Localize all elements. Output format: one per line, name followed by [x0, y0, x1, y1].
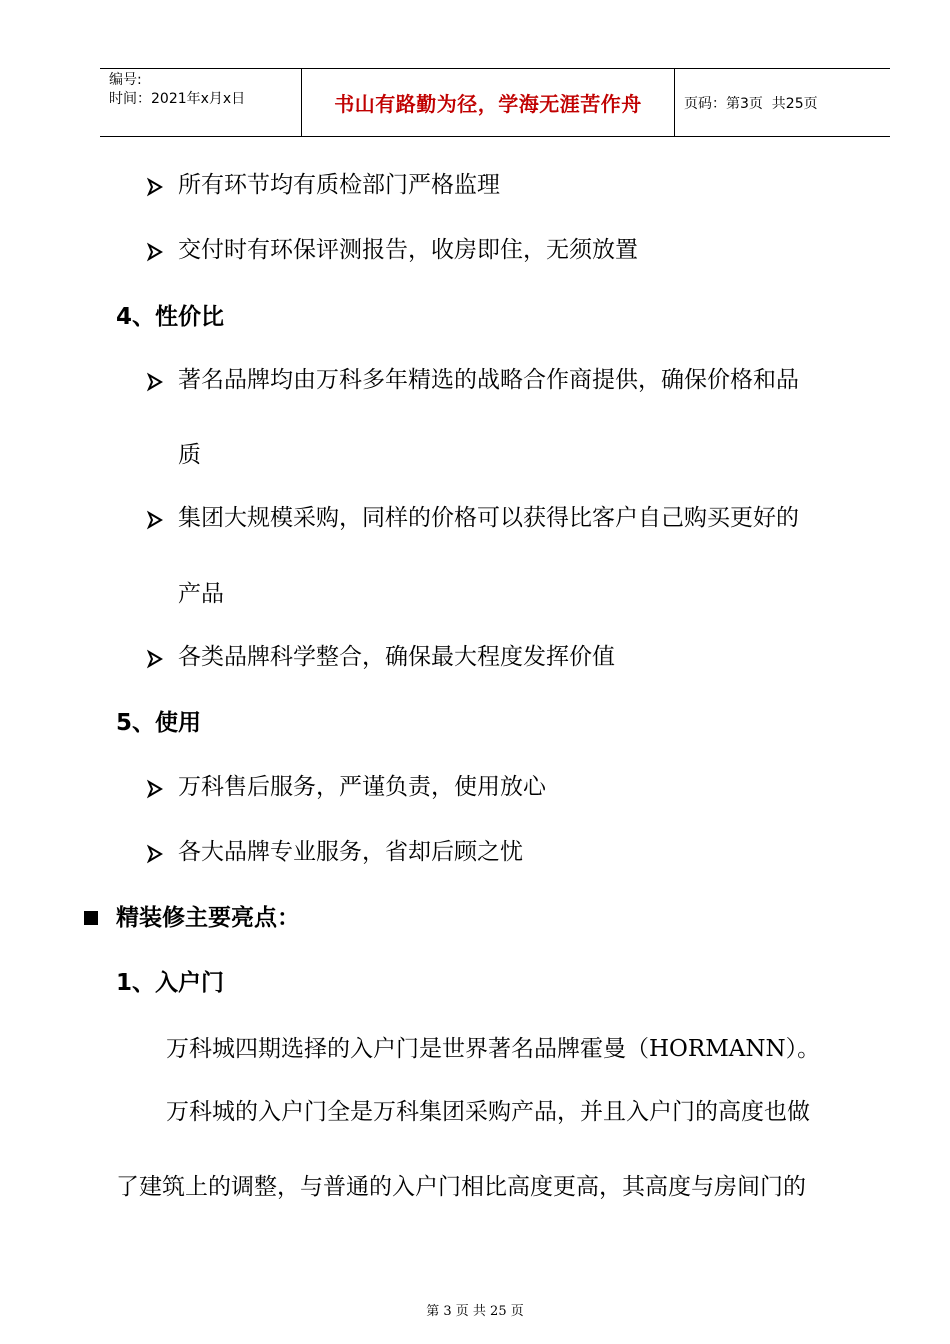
heading-use: 5、使用 — [116, 710, 202, 736]
header-page-info — [675, 69, 890, 136]
list-item: 著名品牌均由万科多年精选的战略合作商提供，确保价格和品 — [178, 367, 799, 393]
time-label: 时间：2021年x月x日 — [109, 91, 246, 107]
arrowhead-bullet-icon — [146, 367, 164, 397]
page-header — [100, 68, 890, 137]
arrowhead-bullet-icon — [146, 172, 164, 202]
paragraph-line: 了建筑上的调整，与普通的入户门相比高度更高，其高度与房间门的 — [116, 1174, 806, 1200]
header-motto — [302, 69, 675, 136]
list-item: 各大品牌专业服务，省却后顾之忧 — [178, 839, 523, 865]
number-label: 编号: — [109, 72, 142, 88]
page-footer — [0, 1303, 950, 1321]
list-item: 各类品牌科学整合，确保最大程度发挥价值 — [178, 644, 615, 670]
list-item: 所有环节均有质检部门严格监理 — [178, 172, 500, 198]
arrowhead-bullet-icon — [146, 644, 164, 674]
section-title: 精装修主要亮点： — [116, 905, 300, 931]
header-meta — [100, 69, 302, 136]
paragraph-line: 万科城四期选择的入户门是世界著名品牌霍曼（HORMANN）。 — [166, 1036, 821, 1062]
motto-text: 书山有路勤为径，学海无涯苦作舟 — [334, 92, 642, 116]
list-item: 集团大规模采购，同样的价格可以获得比客户自己购买更好的 — [178, 505, 799, 531]
heading-door: 1、入户门 — [116, 970, 225, 996]
list-item: 万科售后服务，严谨负责，使用放心 — [178, 774, 546, 800]
list-item-continuation: 质 — [178, 442, 201, 468]
filled-square-icon — [84, 911, 98, 925]
arrowhead-bullet-icon — [146, 774, 164, 804]
arrowhead-bullet-icon — [146, 839, 164, 869]
paragraph-line: 万科城的入户门全是万科集团采购产品，并且入户门的高度也做 — [166, 1099, 810, 1125]
heading-value: 4、性价比 — [116, 304, 225, 330]
page-label: 页码：第3页 共25页 — [684, 95, 818, 112]
list-item-continuation: 产品 — [178, 581, 224, 607]
footer-page-number: 第 3 页 共 25 页 — [426, 1304, 524, 1319]
arrowhead-bullet-icon — [146, 237, 164, 267]
list-item: 交付时有环保评测报告，收房即住，无须放置 — [178, 237, 638, 263]
arrowhead-bullet-icon — [146, 505, 164, 535]
